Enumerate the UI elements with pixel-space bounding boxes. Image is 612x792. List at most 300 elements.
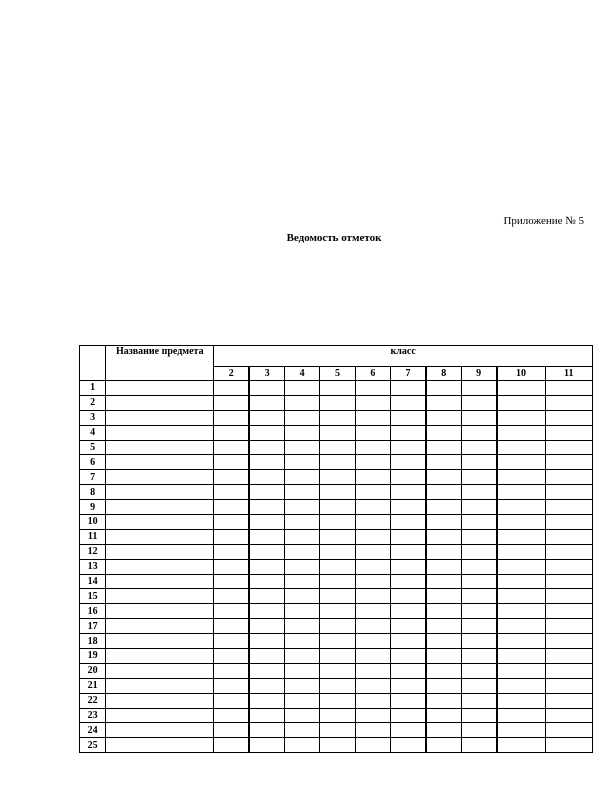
grade-cell-10[interactable]	[497, 395, 545, 410]
row-number: 25	[80, 738, 106, 753]
grade-cell-6[interactable]	[355, 440, 390, 455]
grade-cell-11[interactable]	[545, 515, 592, 530]
table-row	[80, 529, 593, 544]
grade-cell-3[interactable]	[249, 738, 284, 753]
table-row	[80, 410, 593, 425]
grade-cell-5[interactable]	[320, 440, 355, 455]
subject-name-cell[interactable]	[106, 470, 214, 485]
document-title: Ведомость отметок	[286, 232, 382, 244]
grade-cell-7[interactable]	[391, 693, 426, 708]
grade-cell-4[interactable]	[284, 485, 319, 500]
grade-cell-10[interactable]	[497, 634, 545, 649]
row-number: 16	[80, 604, 106, 619]
grade-cell-9[interactable]	[461, 410, 496, 425]
grade-cell-3[interactable]	[249, 544, 284, 559]
grade-cell-6[interactable]	[355, 395, 390, 410]
grade-cell-7[interactable]	[391, 649, 426, 664]
grade-cell-3[interactable]	[249, 500, 284, 515]
grade-cell-2[interactable]	[214, 738, 249, 753]
subject-name-cell[interactable]	[106, 559, 214, 574]
row-number-header	[80, 346, 106, 381]
grade-cell-10[interactable]	[497, 500, 545, 515]
grade-header-6: 6	[355, 367, 390, 381]
subject-name-cell[interactable]	[106, 515, 214, 530]
grade-cell-5[interactable]	[320, 381, 355, 396]
grade-cell-6[interactable]	[355, 544, 390, 559]
grade-cell-4[interactable]	[284, 678, 319, 693]
grade-cell-2[interactable]	[214, 485, 249, 500]
grade-cell-10[interactable]	[497, 544, 545, 559]
grade-cell-8[interactable]	[426, 693, 461, 708]
grade-cell-11[interactable]	[545, 634, 592, 649]
grade-cell-4[interactable]	[284, 708, 319, 723]
grade-cell-2[interactable]	[214, 649, 249, 664]
grade-cell-5[interactable]	[320, 693, 355, 708]
grade-cell-8[interactable]	[426, 515, 461, 530]
grade-cell-6[interactable]	[355, 455, 390, 470]
grade-cell-5[interactable]	[320, 574, 355, 589]
grade-cell-9[interactable]	[461, 455, 496, 470]
subject-name-cell[interactable]	[106, 649, 214, 664]
grade-header-9: 9	[461, 367, 496, 381]
grade-cell-6[interactable]	[355, 634, 390, 649]
subject-name-cell[interactable]	[106, 425, 214, 440]
grade-cell-8[interactable]	[426, 455, 461, 470]
grade-cell-11[interactable]	[545, 589, 592, 604]
grade-cell-2[interactable]	[214, 515, 249, 530]
grade-cell-3[interactable]	[249, 619, 284, 634]
grade-cell-2[interactable]	[214, 544, 249, 559]
subject-name-cell[interactable]	[106, 634, 214, 649]
grade-cell-9[interactable]	[461, 559, 496, 574]
grade-cell-6[interactable]	[355, 649, 390, 664]
grade-cell-4[interactable]	[284, 589, 319, 604]
grade-cell-5[interactable]	[320, 500, 355, 515]
grade-cell-5[interactable]	[320, 395, 355, 410]
grade-cell-5[interactable]	[320, 738, 355, 753]
grade-cell-10[interactable]	[497, 574, 545, 589]
grade-cell-6[interactable]	[355, 425, 390, 440]
grade-cell-3[interactable]	[249, 649, 284, 664]
grade-cell-6[interactable]	[355, 708, 390, 723]
grade-cell-7[interactable]	[391, 381, 426, 396]
grade-cell-8[interactable]	[426, 649, 461, 664]
grade-cell-8[interactable]	[426, 634, 461, 649]
grade-cell-5[interactable]	[320, 619, 355, 634]
grade-cell-10[interactable]	[497, 425, 545, 440]
grade-cell-6[interactable]	[355, 678, 390, 693]
subject-name-cell[interactable]	[106, 455, 214, 470]
table-row	[80, 470, 593, 485]
grade-cell-11[interactable]	[545, 559, 592, 574]
grade-cell-11[interactable]	[545, 455, 592, 470]
grade-cell-8[interactable]	[426, 604, 461, 619]
grade-cell-8[interactable]	[426, 500, 461, 515]
grade-cell-9[interactable]	[461, 649, 496, 664]
grade-cell-9[interactable]	[461, 381, 496, 396]
table-row	[80, 723, 593, 738]
row-number: 19	[80, 649, 106, 664]
grade-cell-8[interactable]	[426, 425, 461, 440]
subject-name-cell[interactable]	[106, 440, 214, 455]
row-number: 24	[80, 723, 106, 738]
subject-name-cell[interactable]	[106, 410, 214, 425]
subject-name-cell[interactable]	[106, 604, 214, 619]
grade-cell-2[interactable]	[214, 589, 249, 604]
subject-name-cell[interactable]	[106, 738, 214, 753]
grade-cell-7[interactable]	[391, 410, 426, 425]
row-number: 2	[80, 395, 106, 410]
grade-cell-9[interactable]	[461, 693, 496, 708]
grade-cell-3[interactable]	[249, 678, 284, 693]
grade-cell-3[interactable]	[249, 589, 284, 604]
grade-cell-6[interactable]	[355, 500, 390, 515]
grade-cell-2[interactable]	[214, 455, 249, 470]
grade-cell-5[interactable]	[320, 604, 355, 619]
grade-cell-5[interactable]	[320, 410, 355, 425]
grade-cell-10[interactable]	[497, 455, 545, 470]
grade-cell-4[interactable]	[284, 574, 319, 589]
grade-cell-9[interactable]	[461, 440, 496, 455]
grade-cell-2[interactable]	[214, 440, 249, 455]
grade-cell-2[interactable]	[214, 500, 249, 515]
grade-cell-11[interactable]	[545, 500, 592, 515]
grade-cell-11[interactable]	[545, 544, 592, 559]
grade-cell-11[interactable]	[545, 604, 592, 619]
grade-cell-4[interactable]	[284, 634, 319, 649]
grade-cell-11[interactable]	[545, 485, 592, 500]
grade-cell-11[interactable]	[545, 693, 592, 708]
grade-cell-9[interactable]	[461, 723, 496, 738]
grade-cell-8[interactable]	[426, 410, 461, 425]
grade-cell-2[interactable]	[214, 574, 249, 589]
grade-header-3: 3	[249, 367, 284, 381]
row-number: 23	[80, 708, 106, 723]
grade-cell-5[interactable]	[320, 678, 355, 693]
grade-cell-11[interactable]	[545, 410, 592, 425]
grade-cell-9[interactable]	[461, 604, 496, 619]
grade-cell-5[interactable]	[320, 544, 355, 559]
grade-cell-8[interactable]	[426, 559, 461, 574]
grade-cell-7[interactable]	[391, 589, 426, 604]
grade-cell-10[interactable]	[497, 440, 545, 455]
grade-cell-9[interactable]	[461, 663, 496, 678]
grade-cell-10[interactable]	[497, 470, 545, 485]
grade-cell-7[interactable]	[391, 678, 426, 693]
grade-cell-11[interactable]	[545, 723, 592, 738]
grade-cell-11[interactable]	[545, 395, 592, 410]
grade-cell-7[interactable]	[391, 634, 426, 649]
grade-cell-7[interactable]	[391, 485, 426, 500]
grade-cell-3[interactable]	[249, 604, 284, 619]
grade-cell-7[interactable]	[391, 425, 426, 440]
grade-cell-3[interactable]	[249, 529, 284, 544]
grade-cell-9[interactable]	[461, 500, 496, 515]
grade-cell-9[interactable]	[461, 470, 496, 485]
grade-cell-3[interactable]	[249, 663, 284, 678]
grade-cell-5[interactable]	[320, 515, 355, 530]
subject-name-cell[interactable]	[106, 529, 214, 544]
grade-cell-7[interactable]	[391, 559, 426, 574]
grade-cell-4[interactable]	[284, 381, 319, 396]
grade-cell-4[interactable]	[284, 649, 319, 664]
grade-cell-6[interactable]	[355, 619, 390, 634]
grade-cell-10[interactable]	[497, 589, 545, 604]
grade-cell-3[interactable]	[249, 634, 284, 649]
grade-cell-5[interactable]	[320, 589, 355, 604]
grade-cell-6[interactable]	[355, 589, 390, 604]
grade-cell-4[interactable]	[284, 738, 319, 753]
grade-cell-8[interactable]	[426, 723, 461, 738]
grade-cell-11[interactable]	[545, 708, 592, 723]
grade-cell-11[interactable]	[545, 619, 592, 634]
grade-cell-8[interactable]	[426, 574, 461, 589]
grade-cell-5[interactable]	[320, 663, 355, 678]
grade-cell-9[interactable]	[461, 619, 496, 634]
grade-cell-2[interactable]	[214, 619, 249, 634]
grade-cell-8[interactable]	[426, 395, 461, 410]
subject-name-cell[interactable]	[106, 723, 214, 738]
grade-cell-10[interactable]	[497, 663, 545, 678]
grade-cell-7[interactable]	[391, 515, 426, 530]
row-number: 20	[80, 663, 106, 678]
row-number: 10	[80, 515, 106, 530]
grade-cell-11[interactable]	[545, 678, 592, 693]
grade-cell-4[interactable]	[284, 500, 319, 515]
grade-cell-7[interactable]	[391, 500, 426, 515]
grade-cell-10[interactable]	[497, 708, 545, 723]
subject-name-cell[interactable]	[106, 708, 214, 723]
grade-cell-10[interactable]	[497, 604, 545, 619]
grade-cell-3[interactable]	[249, 574, 284, 589]
grade-cell-3[interactable]	[249, 559, 284, 574]
grade-cell-8[interactable]	[426, 678, 461, 693]
grade-cell-6[interactable]	[355, 485, 390, 500]
grade-cell-5[interactable]	[320, 425, 355, 440]
grade-cell-6[interactable]	[355, 381, 390, 396]
row-number: 5	[80, 440, 106, 455]
grade-cell-4[interactable]	[284, 544, 319, 559]
grade-cell-11[interactable]	[545, 649, 592, 664]
grade-cell-9[interactable]	[461, 678, 496, 693]
subject-name-cell[interactable]	[106, 589, 214, 604]
grade-cell-6[interactable]	[355, 574, 390, 589]
grade-cell-5[interactable]	[320, 634, 355, 649]
grade-cell-6[interactable]	[355, 410, 390, 425]
subject-name-cell[interactable]	[106, 544, 214, 559]
grade-cell-4[interactable]	[284, 425, 319, 440]
grade-cell-5[interactable]	[320, 470, 355, 485]
grade-cell-11[interactable]	[545, 470, 592, 485]
grade-cell-2[interactable]	[214, 678, 249, 693]
grade-cell-6[interactable]	[355, 663, 390, 678]
grade-cell-5[interactable]	[320, 649, 355, 664]
grade-cell-9[interactable]	[461, 485, 496, 500]
grade-cell-9[interactable]	[461, 574, 496, 589]
grade-cell-10[interactable]	[497, 649, 545, 664]
grade-cell-8[interactable]	[426, 544, 461, 559]
grade-cell-8[interactable]	[426, 708, 461, 723]
grade-cell-3[interactable]	[249, 455, 284, 470]
grade-cell-7[interactable]	[391, 544, 426, 559]
grade-cell-4[interactable]	[284, 515, 319, 530]
subject-name-cell[interactable]	[106, 619, 214, 634]
grade-cell-6[interactable]	[355, 559, 390, 574]
grade-cell-3[interactable]	[249, 515, 284, 530]
grade-cell-4[interactable]	[284, 529, 319, 544]
grade-cell-6[interactable]	[355, 723, 390, 738]
subject-name-cell[interactable]	[106, 500, 214, 515]
grade-cell-10[interactable]	[497, 678, 545, 693]
grade-cell-10[interactable]	[497, 410, 545, 425]
grade-cell-6[interactable]	[355, 470, 390, 485]
grade-cell-10[interactable]	[497, 619, 545, 634]
grade-cell-2[interactable]	[214, 604, 249, 619]
grade-cell-4[interactable]	[284, 723, 319, 738]
grade-cell-11[interactable]	[545, 738, 592, 753]
grade-cell-10[interactable]	[497, 485, 545, 500]
grade-cell-2[interactable]	[214, 410, 249, 425]
grade-cell-9[interactable]	[461, 515, 496, 530]
grade-cell-6[interactable]	[355, 604, 390, 619]
grade-cell-4[interactable]	[284, 693, 319, 708]
grade-cell-4[interactable]	[284, 663, 319, 678]
grade-cell-3[interactable]	[249, 470, 284, 485]
subject-name-cell[interactable]	[106, 678, 214, 693]
grade-cell-10[interactable]	[497, 738, 545, 753]
grade-cell-9[interactable]	[461, 589, 496, 604]
grade-cell-5[interactable]	[320, 485, 355, 500]
grade-cell-2[interactable]	[214, 470, 249, 485]
grade-header-2: 2	[214, 367, 249, 381]
grade-cell-7[interactable]	[391, 708, 426, 723]
grade-cell-8[interactable]	[426, 738, 461, 753]
grade-cell-7[interactable]	[391, 604, 426, 619]
grade-cell-4[interactable]	[284, 559, 319, 574]
grade-cell-9[interactable]	[461, 425, 496, 440]
grade-cell-11[interactable]	[545, 425, 592, 440]
grade-cell-7[interactable]	[391, 663, 426, 678]
table-row	[80, 604, 593, 619]
grade-cell-6[interactable]	[355, 693, 390, 708]
grade-cell-8[interactable]	[426, 485, 461, 500]
grade-cell-9[interactable]	[461, 708, 496, 723]
grade-cell-8[interactable]	[426, 470, 461, 485]
grade-cell-8[interactable]	[426, 440, 461, 455]
grade-cell-5[interactable]	[320, 708, 355, 723]
grade-cell-4[interactable]	[284, 470, 319, 485]
grade-cell-7[interactable]	[391, 574, 426, 589]
grade-cell-9[interactable]	[461, 738, 496, 753]
grade-cell-7[interactable]	[391, 529, 426, 544]
grade-cell-3[interactable]	[249, 410, 284, 425]
grade-cell-2[interactable]	[214, 529, 249, 544]
grade-cell-6[interactable]	[355, 738, 390, 753]
grade-cell-7[interactable]	[391, 723, 426, 738]
subject-name-cell[interactable]	[106, 395, 214, 410]
grade-cell-8[interactable]	[426, 619, 461, 634]
grade-cell-4[interactable]	[284, 455, 319, 470]
row-number: 3	[80, 410, 106, 425]
grade-cell-4[interactable]	[284, 410, 319, 425]
grade-cell-5[interactable]	[320, 529, 355, 544]
grade-cell-5[interactable]	[320, 455, 355, 470]
grade-cell-2[interactable]	[214, 559, 249, 574]
grade-cell-2[interactable]	[214, 381, 249, 396]
grade-cell-7[interactable]	[391, 470, 426, 485]
grade-cell-3[interactable]	[249, 708, 284, 723]
grade-cell-6[interactable]	[355, 515, 390, 530]
grade-cell-11[interactable]	[545, 574, 592, 589]
subject-name-cell[interactable]	[106, 693, 214, 708]
grade-cell-2[interactable]	[214, 663, 249, 678]
grade-cell-2[interactable]	[214, 693, 249, 708]
grade-cell-9[interactable]	[461, 544, 496, 559]
grade-cell-8[interactable]	[426, 529, 461, 544]
grade-cell-5[interactable]	[320, 559, 355, 574]
grade-cell-2[interactable]	[214, 425, 249, 440]
grade-cell-10[interactable]	[497, 515, 545, 530]
grade-cell-4[interactable]	[284, 440, 319, 455]
grade-cell-10[interactable]	[497, 381, 545, 396]
grade-cell-8[interactable]	[426, 589, 461, 604]
grade-cell-4[interactable]	[284, 395, 319, 410]
subject-name-cell[interactable]	[106, 381, 214, 396]
grade-cell-9[interactable]	[461, 395, 496, 410]
grade-cell-10[interactable]	[497, 723, 545, 738]
grade-cell-3[interactable]	[249, 485, 284, 500]
grade-cell-3[interactable]	[249, 723, 284, 738]
subject-name-cell[interactable]	[106, 574, 214, 589]
grade-cell-7[interactable]	[391, 619, 426, 634]
subject-name-cell[interactable]	[106, 485, 214, 500]
grade-cell-2[interactable]	[214, 395, 249, 410]
table-row	[80, 425, 593, 440]
grade-cell-6[interactable]	[355, 529, 390, 544]
grade-cell-2[interactable]	[214, 708, 249, 723]
grade-cell-11[interactable]	[545, 440, 592, 455]
table-row	[80, 485, 593, 500]
grade-cell-10[interactable]	[497, 693, 545, 708]
table-row	[80, 515, 593, 530]
grade-cell-3[interactable]	[249, 425, 284, 440]
grade-cell-3[interactable]	[249, 440, 284, 455]
grade-cell-11[interactable]	[545, 529, 592, 544]
grade-cell-7[interactable]	[391, 738, 426, 753]
grade-cell-9[interactable]	[461, 634, 496, 649]
subject-name-cell[interactable]	[106, 663, 214, 678]
grade-cell-7[interactable]	[391, 440, 426, 455]
grade-cell-9[interactable]	[461, 529, 496, 544]
grade-cell-11[interactable]	[545, 381, 592, 396]
grade-cell-7[interactable]	[391, 455, 426, 470]
grade-cell-2[interactable]	[214, 723, 249, 738]
grade-cell-8[interactable]	[426, 381, 461, 396]
row-number: 14	[80, 574, 106, 589]
grade-cell-2[interactable]	[214, 634, 249, 649]
grade-cell-10[interactable]	[497, 559, 545, 574]
grade-cell-3[interactable]	[249, 693, 284, 708]
grade-cell-3[interactable]	[249, 381, 284, 396]
grade-cell-10[interactable]	[497, 529, 545, 544]
grade-cell-4[interactable]	[284, 604, 319, 619]
grade-cell-8[interactable]	[426, 663, 461, 678]
grade-cell-7[interactable]	[391, 395, 426, 410]
grade-cell-11[interactable]	[545, 663, 592, 678]
grade-cell-3[interactable]	[249, 395, 284, 410]
grade-cell-5[interactable]	[320, 723, 355, 738]
grade-cell-4[interactable]	[284, 619, 319, 634]
